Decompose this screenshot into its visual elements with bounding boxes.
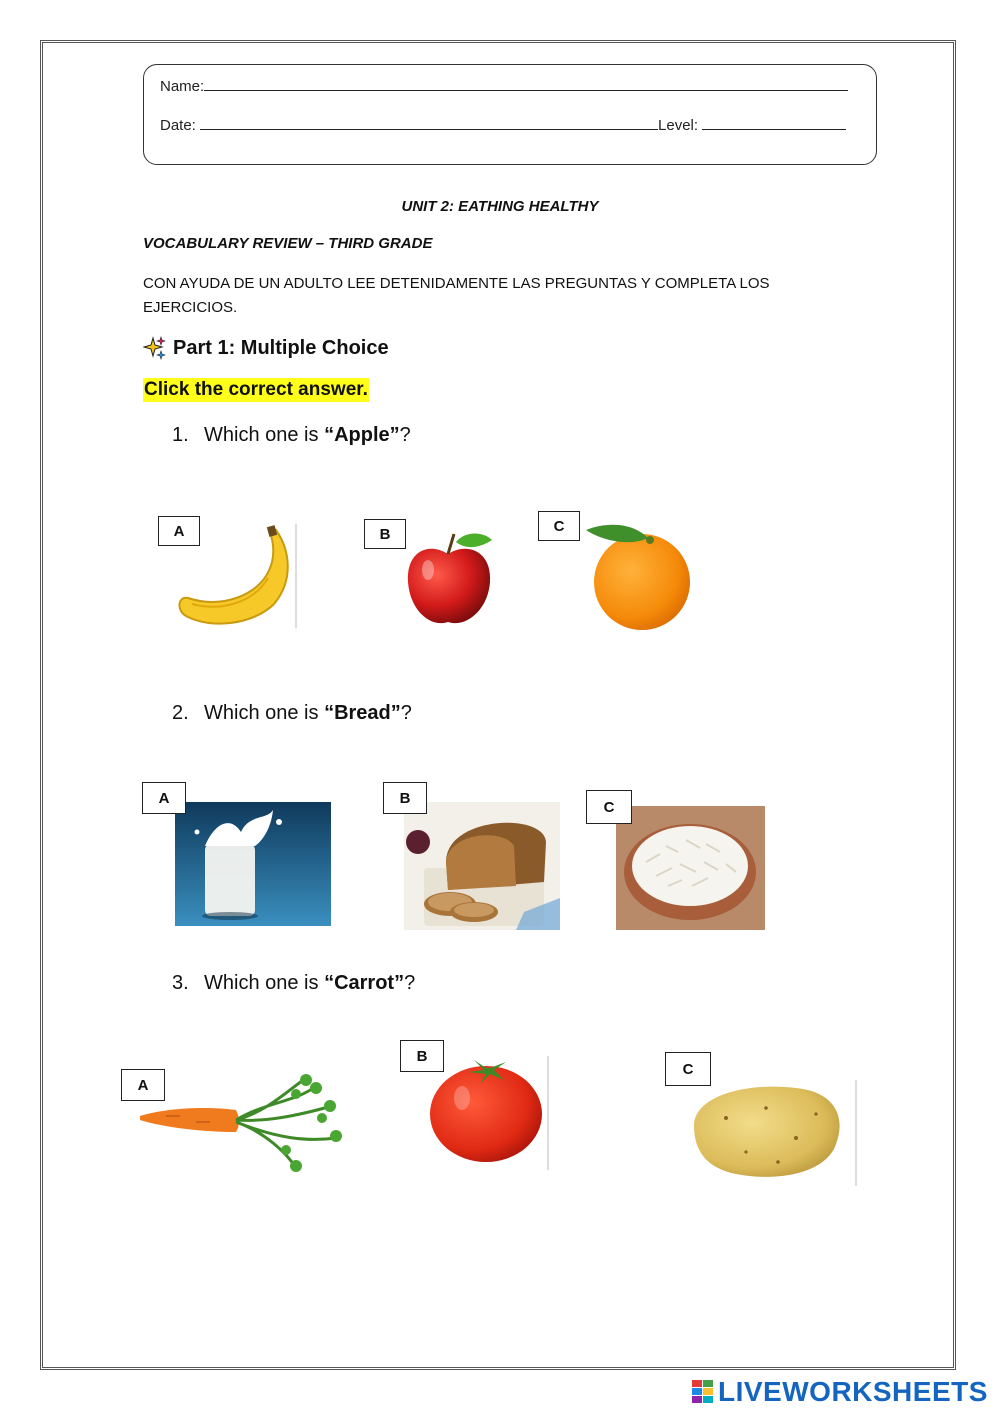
question-number: 1. [172,424,189,446]
q3-option-c-label[interactable]: C [665,1052,711,1086]
orange-image[interactable] [582,520,694,632]
level-label: Level: [658,117,699,134]
question-prefix: Which one is [204,972,325,994]
q2-option-a-label[interactable]: A [142,782,186,814]
tomato-image[interactable] [428,1054,552,1172]
rice-image[interactable] [616,806,765,930]
q1-option-b-label[interactable]: B [364,519,406,549]
liveworksheets-logo-icon [692,1380,714,1404]
question-number: 3. [172,972,189,994]
question-word: “Carrot” [324,972,405,994]
q1-option-a-label[interactable]: A [158,516,200,546]
question-suffix: ? [404,972,416,994]
q3-option-b-label[interactable]: B [400,1040,444,1072]
q3-option-a-label[interactable]: A [121,1069,165,1101]
click-instruction: Click the correct answer. [144,379,368,400]
sparkles-icon [143,336,167,360]
name-line [160,78,848,95]
question-prefix: Which one is [204,702,325,724]
question-1 [172,424,411,447]
q2-option-c-label[interactable]: C [586,790,632,824]
part-heading [143,336,389,360]
question-3 [172,972,415,995]
q2-option-b-label[interactable]: B [383,782,427,814]
unit-title: UNIT 2: EATHING HEALTHY [401,198,599,215]
date-field[interactable] [200,128,658,130]
question-prefix: Which one is [204,424,325,446]
date-level-line [160,117,846,134]
question-suffix: ? [400,702,412,724]
banana-image[interactable] [172,520,302,632]
instructions: CON AYUDA DE UN ADULTO LEE DETENIDAMENTE LAS PREGUNTAS Y COMPLETA LOS EJERCICIOS. [143,275,770,316]
question-word: “Bread” [324,702,401,724]
question-2 [172,702,412,725]
part-title: Part 1: Multiple Choice [173,336,389,359]
brand-name: LIVEWORKSHEETS [718,1376,988,1407]
potato-image[interactable] [686,1078,858,1188]
apple-image[interactable] [400,528,500,632]
name-label: Name: [160,78,205,95]
date-label: Date: [160,117,196,134]
question-number: 2. [172,702,189,724]
level-field[interactable] [702,128,846,130]
milk-image[interactable] [175,802,331,926]
question-word: “Apple” [324,424,400,446]
carrot-image[interactable] [136,1072,346,1174]
bread-image[interactable] [404,802,560,930]
liveworksheets-logo [692,1376,988,1408]
q1-option-c-label[interactable]: C [538,511,580,541]
name-field[interactable] [204,89,848,91]
vocab-title: VOCABULARY REVIEW – THIRD GRADE [143,235,433,252]
question-suffix: ? [399,424,411,446]
